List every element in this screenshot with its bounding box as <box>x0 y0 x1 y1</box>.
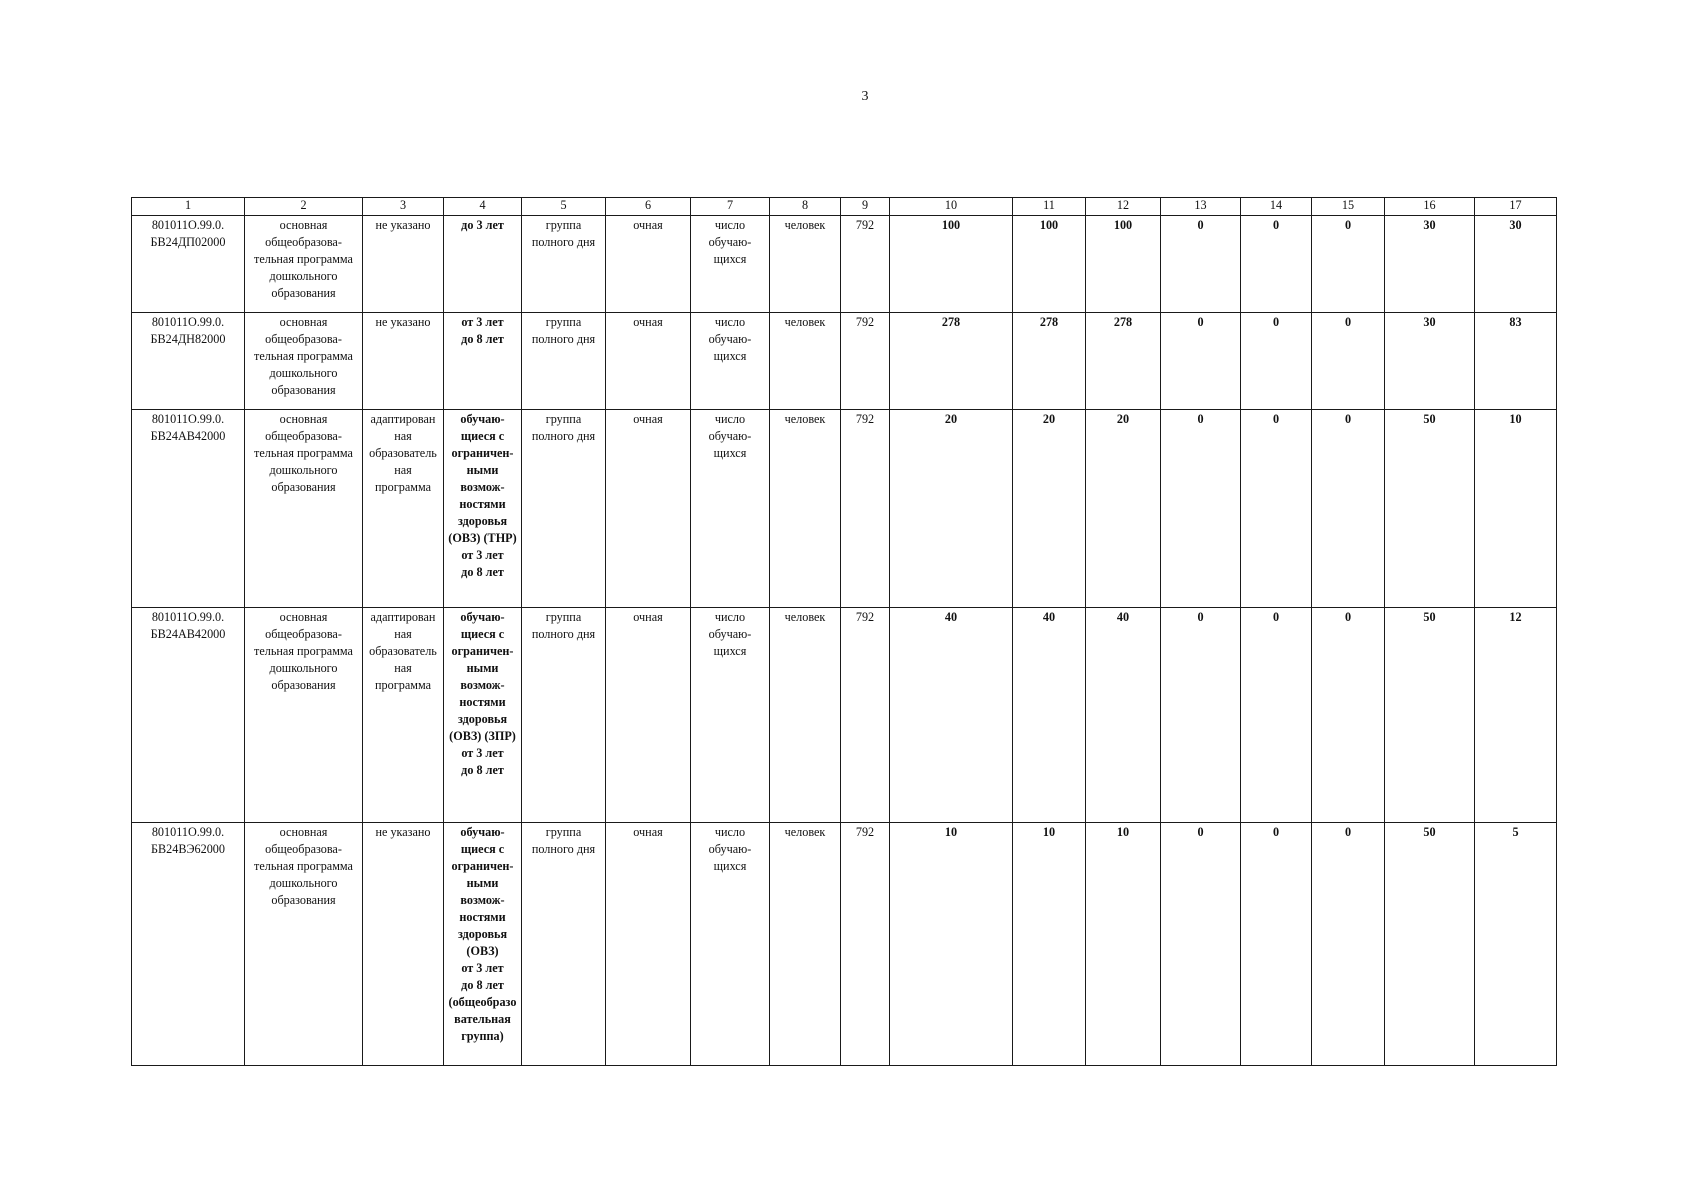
form-cell: очная <box>606 608 691 823</box>
header-cell: 4 <box>444 198 522 216</box>
group-cell: группа полного дня <box>522 313 606 410</box>
value-cell: 10 <box>890 823 1013 1066</box>
value-cell: 40 <box>1013 608 1086 823</box>
table-row <box>132 313 1557 410</box>
value-cell: 278 <box>1086 313 1161 410</box>
header-cell: 8 <box>770 198 841 216</box>
group-cell: группа полного дня <box>522 216 606 313</box>
okei-code-cell: 792 <box>841 608 890 823</box>
value-cell: 0 <box>1161 216 1241 313</box>
okei-code-cell: 792 <box>841 313 890 410</box>
group-cell: группа полного дня <box>522 410 606 608</box>
category-cell: от 3 лет до 8 лет <box>444 313 522 410</box>
unit-cell: человек <box>770 410 841 608</box>
unit-cell: человек <box>770 216 841 313</box>
indicator-cell: число обучаю- щихся <box>691 823 770 1066</box>
indicators-table <box>131 197 1557 1066</box>
value-cell: 0 <box>1161 823 1241 1066</box>
header-cell: 10 <box>890 198 1013 216</box>
value-cell: 83 <box>1475 313 1557 410</box>
value-cell: 30 <box>1475 216 1557 313</box>
header-cell: 17 <box>1475 198 1557 216</box>
header-cell: 6 <box>606 198 691 216</box>
value-cell: 100 <box>890 216 1013 313</box>
program-cell: основная общеобразова- тельная программа дошкольного образования <box>245 216 363 313</box>
unit-cell: человек <box>770 313 841 410</box>
table-row <box>132 608 1557 823</box>
value-cell: 278 <box>890 313 1013 410</box>
table-row <box>132 216 1557 313</box>
header-cell: 16 <box>1385 198 1475 216</box>
okei-code-cell: 792 <box>841 410 890 608</box>
value-cell: 0 <box>1312 313 1385 410</box>
indicator-cell: число обучаю- щихся <box>691 216 770 313</box>
category-cell: до 3 лет <box>444 216 522 313</box>
program-type-cell: не указано <box>363 216 444 313</box>
header-cell: 3 <box>363 198 444 216</box>
value-cell: 20 <box>890 410 1013 608</box>
value-cell: 0 <box>1161 313 1241 410</box>
code-cell: 801011О.99.0. БВ24ВЭ62000 <box>132 823 245 1066</box>
header-cell: 2 <box>245 198 363 216</box>
value-cell: 100 <box>1086 216 1161 313</box>
value-cell: 0 <box>1241 410 1312 608</box>
value-cell: 0 <box>1161 608 1241 823</box>
value-cell: 5 <box>1475 823 1557 1066</box>
value-cell: 0 <box>1241 823 1312 1066</box>
program-type-cell: адаптирован ная образователь ная программа <box>363 410 444 608</box>
okei-code-cell: 792 <box>841 216 890 313</box>
program-type-cell: не указано <box>363 313 444 410</box>
category-cell: обучаю- щиеся с ограничен- ными возмож- ностями здоровья (ОВЗ) (ТНР) от 3 лет до 8 лет <box>444 410 522 608</box>
header-cell: 7 <box>691 198 770 216</box>
program-cell: основная общеобразова- тельная программа дошкольного образования <box>245 823 363 1066</box>
value-cell: 0 <box>1241 608 1312 823</box>
value-cell: 20 <box>1013 410 1086 608</box>
indicator-cell: число обучаю- щихся <box>691 410 770 608</box>
code-cell: 801011О.99.0. БВ24АВ42000 <box>132 608 245 823</box>
value-cell: 0 <box>1312 410 1385 608</box>
indicator-cell: число обучаю- щихся <box>691 608 770 823</box>
value-cell: 0 <box>1241 216 1312 313</box>
header-cell: 5 <box>522 198 606 216</box>
value-cell: 0 <box>1161 410 1241 608</box>
header-cell: 11 <box>1013 198 1086 216</box>
value-cell: 10 <box>1013 823 1086 1066</box>
code-cell: 801011О.99.0. БВ24ДП02000 <box>132 216 245 313</box>
table-row <box>132 823 1557 1066</box>
value-cell: 0 <box>1312 823 1385 1066</box>
value-cell: 100 <box>1013 216 1086 313</box>
value-cell: 50 <box>1385 410 1475 608</box>
form-cell: очная <box>606 823 691 1066</box>
header-row <box>132 198 1557 216</box>
value-cell: 10 <box>1475 410 1557 608</box>
value-cell: 40 <box>1086 608 1161 823</box>
unit-cell: человек <box>770 608 841 823</box>
value-cell: 0 <box>1312 216 1385 313</box>
value-cell: 0 <box>1312 608 1385 823</box>
value-cell: 50 <box>1385 608 1475 823</box>
value-cell: 30 <box>1385 216 1475 313</box>
program-type-cell: не указано <box>363 823 444 1066</box>
unit-cell: человек <box>770 823 841 1066</box>
value-cell: 278 <box>1013 313 1086 410</box>
value-cell: 12 <box>1475 608 1557 823</box>
program-cell: основная общеобразова- тельная программа дошкольного образования <box>245 410 363 608</box>
header-cell: 13 <box>1161 198 1241 216</box>
program-type-cell: адаптирован ная образователь ная программа <box>363 608 444 823</box>
code-cell: 801011О.99.0. БВ24ДН82000 <box>132 313 245 410</box>
category-cell: обучаю- щиеся с ограничен- ными возмож- ностями здоровья (ОВЗ) (ЗПР) от 3 лет до 8 лет <box>444 608 522 823</box>
value-cell: 20 <box>1086 410 1161 608</box>
value-cell: 40 <box>890 608 1013 823</box>
program-cell: основная общеобразова- тельная программа дошкольного образования <box>245 608 363 823</box>
code-cell: 801011О.99.0. БВ24АВ42000 <box>132 410 245 608</box>
form-cell: очная <box>606 216 691 313</box>
header-cell: 9 <box>841 198 890 216</box>
category-cell: обучаю- щиеся с ограничен- ными возмож- ностями здоровья (ОВЗ) от 3 лет до 8 лет (общеобразо вательная группа) <box>444 823 522 1066</box>
value-cell: 30 <box>1385 313 1475 410</box>
group-cell: группа полного дня <box>522 823 606 1066</box>
table-row <box>132 410 1557 608</box>
form-cell: очная <box>606 410 691 608</box>
header-cell: 1 <box>132 198 245 216</box>
group-cell: группа полного дня <box>522 608 606 823</box>
header-cell: 15 <box>1312 198 1385 216</box>
value-cell: 10 <box>1086 823 1161 1066</box>
page-number: 3 <box>861 89 869 104</box>
okei-code-cell: 792 <box>841 823 890 1066</box>
value-cell: 0 <box>1241 313 1312 410</box>
header-cell: 14 <box>1241 198 1312 216</box>
value-cell: 50 <box>1385 823 1475 1066</box>
program-cell: основная общеобразова- тельная программа дошкольного образования <box>245 313 363 410</box>
header-cell: 12 <box>1086 198 1161 216</box>
form-cell: очная <box>606 313 691 410</box>
indicator-cell: число обучаю- щихся <box>691 313 770 410</box>
